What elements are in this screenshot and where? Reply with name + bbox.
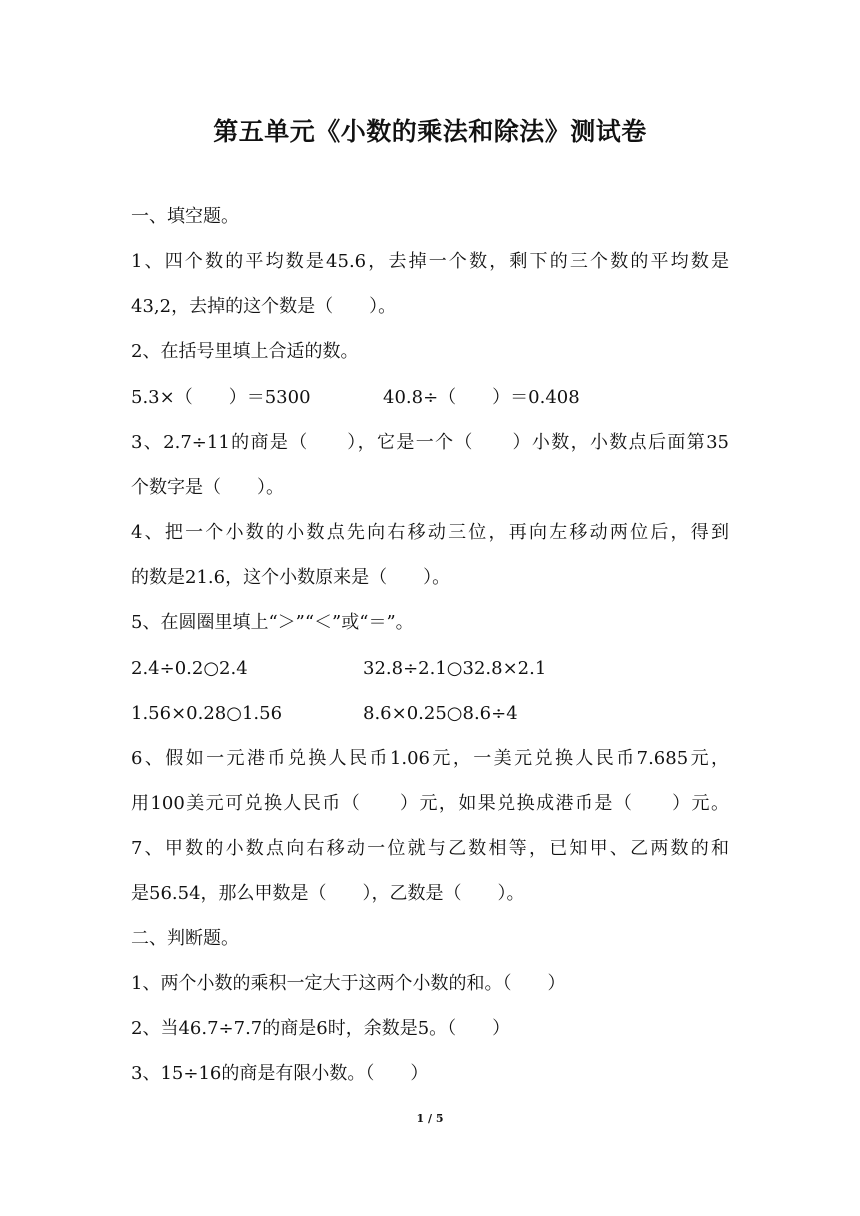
question-1-line-1: 1、四个数的平均数是45.6，去掉一个数，剩下的三个数的平均数是 xyxy=(131,251,729,272)
question-6-line-1: 6、假如一元港币兑换人民币1.06元，一美元兑换人民币7.685元， xyxy=(131,748,729,769)
question-6-line-2: 用100美元可兑换人民币（ ）元，如果兑换成港币是（ ）元。 xyxy=(131,793,729,814)
question-5-item-b: 32.8÷2.1○32.8×2.1 xyxy=(363,658,547,679)
question-5: 5、在圆圈里填上“＞”“＜”或“＝”。 xyxy=(131,612,414,633)
section-heading-true-false: 二、判断题。 xyxy=(131,928,239,949)
tf-question-3: 3、15÷16的商是有限小数。（ ） xyxy=(131,1063,429,1084)
question-7-line-1: 7、甲数的小数点向右移动一位就与乙数相等，已知甲、乙两数的和 xyxy=(131,838,729,859)
question-1-line-2: 43,2，去掉的这个数是（ ）。 xyxy=(131,296,397,317)
question-5-item-c: 1.56×0.28○1.56 xyxy=(131,703,283,724)
question-5-item-a: 2.4÷0.2○2.4 xyxy=(131,658,248,679)
question-2-item-a: 5.3×（ ）＝5300 xyxy=(131,387,311,408)
page-title: 第五单元《小数的乘法和除法》测试卷 xyxy=(213,117,647,146)
question-3-line-2: 个数字是（ ）。 xyxy=(131,477,284,498)
question-4-line-2: 的数是21.6，这个小数原来是（ ）。 xyxy=(131,567,451,588)
question-4-line-1: 4、把一个小数的小数点先向右移动三位，再向左移动两位后，得到 xyxy=(131,522,729,543)
question-3-line-1: 3、2.7÷11的商是（ ），它是一个（ ）小数，小数点后面第35 xyxy=(131,432,729,453)
tf-question-1: 1、两个小数的乘积一定大于这两个小数的和。（ ） xyxy=(131,973,566,994)
tf-question-2: 2、当46.7÷7.7的商是6时，余数是5。（ ） xyxy=(131,1018,511,1039)
question-2: 2、在括号里填上合适的数。 xyxy=(131,341,359,362)
question-2-item-b: 40.8÷（ ）＝0.408 xyxy=(383,387,580,408)
question-5-item-d: 8.6×0.25○8.6÷4 xyxy=(363,703,518,724)
page-number: 1 / 5 xyxy=(416,1112,444,1125)
section-heading-fill-blank: 一、填空题。 xyxy=(131,206,239,227)
question-7-line-2: 是56.54，那么甲数是（ ），乙数是（ ）。 xyxy=(131,883,525,904)
